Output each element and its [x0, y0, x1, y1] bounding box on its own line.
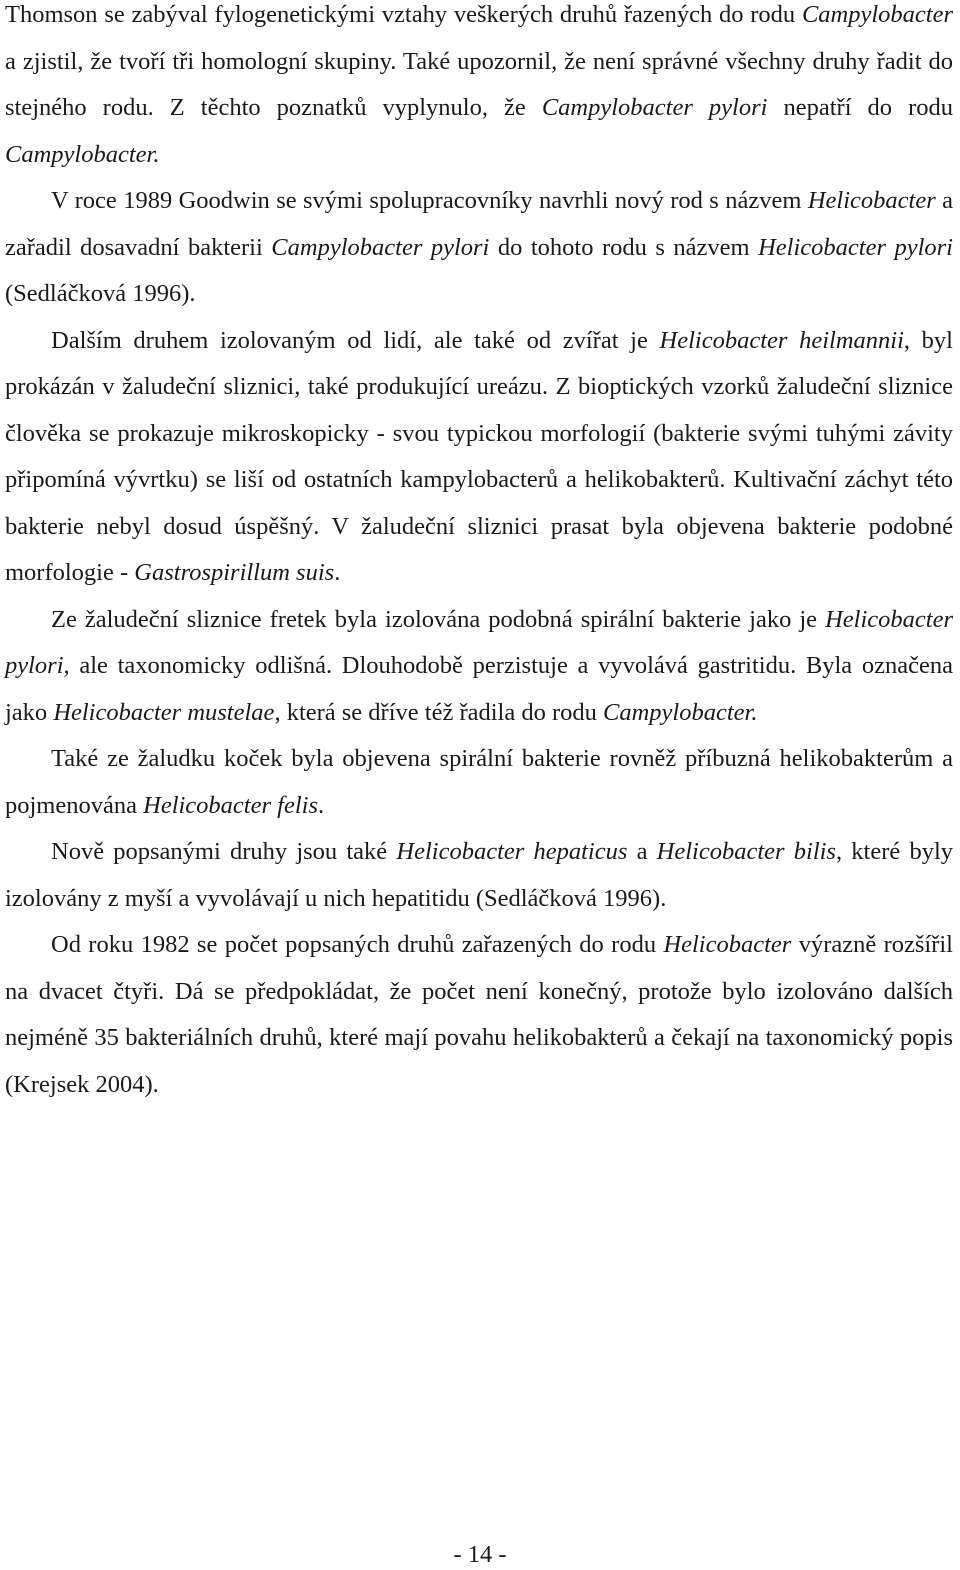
text-run: a zařadil dosavadní bakterii — [5, 187, 954, 261]
italic-term: Helicobacter — [807, 187, 936, 214]
text-run: a zjistil, že tvoří tři homologní skupiny. Také upozornil, že není správné všechny druhy řadit do stejného rodu. Z těchto poznatků vyplynulo, že — [5, 47, 953, 121]
paragraph — [5, 0, 953, 178]
page-number: - 14 - — [453, 1541, 507, 1568]
text-run: Od roku 1982 se počet popsaných druhů zařazených do rodu — [51, 931, 664, 958]
paragraph — [5, 922, 953, 1108]
text-run: nepatří do rodu — [767, 94, 953, 121]
italic-term: Helicobacter pylori, — [5, 605, 953, 679]
italic-term: Helicobacter heilmannii — [659, 326, 904, 354]
text-run: do tohoto rodu s názvem — [489, 233, 759, 261]
paragraph — [5, 178, 953, 318]
italic-term: Helicobacter hepaticus — [396, 838, 628, 865]
paragraph — [5, 736, 953, 829]
body-text — [5, 0, 953, 1108]
italic-term: Campylobacter — [801, 1, 953, 28]
italic-term: Helicobacter — [663, 931, 792, 958]
italic-term: Helicobacter mustelae — [53, 698, 275, 726]
text-run: , která se dříve též řadila do rodu — [274, 698, 604, 726]
paragraph — [5, 597, 953, 737]
italic-term: Campylobacter pylori — [541, 94, 768, 121]
text-run: Ze žaludeční sliznice fretek byla izolována podobná spirální bakterie jako je — [51, 605, 826, 633]
italic-term: Helicobacter felis — [143, 791, 318, 819]
text-run: (Sedláčková 1996). — [5, 280, 196, 307]
text-run: . — [334, 559, 341, 586]
italic-term: Campylobacter. — [5, 140, 160, 168]
italic-term: Campylobacter. — [603, 698, 758, 726]
italic-term: Helicobacter pylori — [758, 233, 953, 261]
text-run: , byl prokázán v žaludeční sliznici, také produkující ureázu. Z bioptických vzorků žaludeční sliznice člověka se prokazuje mikroskopicky - svou typickou morfologií (bakterie svými tuhými závity připomíná vývrtku) se liší od ostatních kampylobacterů a helikobakterů. Kultivační záchyt této bakterie nebyl dosud úspěšný. V žaludeční sliznici prasat byla objevena bakterie podobné morfologie - — [5, 326, 953, 586]
text-run: . — [317, 791, 325, 819]
text-run: Thomson se zabýval fylogenetickými vztahy veškerých druhů řazených do rodu — [5, 1, 802, 28]
text-run: a — [627, 838, 657, 865]
text-run: Také ze žaludku koček byla objevena spirální bakterie rovněž příbuzná helikobakterům a pojmenována — [5, 745, 953, 819]
italic-term: Helicobacter bilis — [656, 838, 836, 865]
italic-term: Campylobacter pylori — [271, 233, 490, 261]
text-run: Nově popsanými druhy jsou také — [51, 838, 397, 865]
text-run: , které byly izolovány z myší a vyvolávají u nich hepatitidu (Sedláčková 1996). — [5, 838, 954, 912]
paragraph — [5, 829, 953, 922]
text-run: výrazně rozšířil na dvacet čtyři. Dá se předpokládat, že počet není konečný, protože bylo izolováno dalších nejméně 35 bakteriálních druhů, které mají povahu helikobakterů a čekají na taxonomický popis (Krejsek 2004). — [5, 931, 953, 1098]
paragraph — [5, 318, 953, 597]
italic-term: Gastrospirillum suis — [134, 559, 335, 586]
text-run: Dalším druhem izolovaným od lidí, ale také od zvířat je — [51, 326, 660, 354]
text-run: V roce 1989 Goodwin se svými spolupracovníky navrhli nový rod s názvem — [51, 187, 808, 214]
text-run: ale taxonomicky odlišná. Dlouhodobě perzistuje a vyvolává gastritidu. Byla označena jako — [5, 652, 953, 726]
